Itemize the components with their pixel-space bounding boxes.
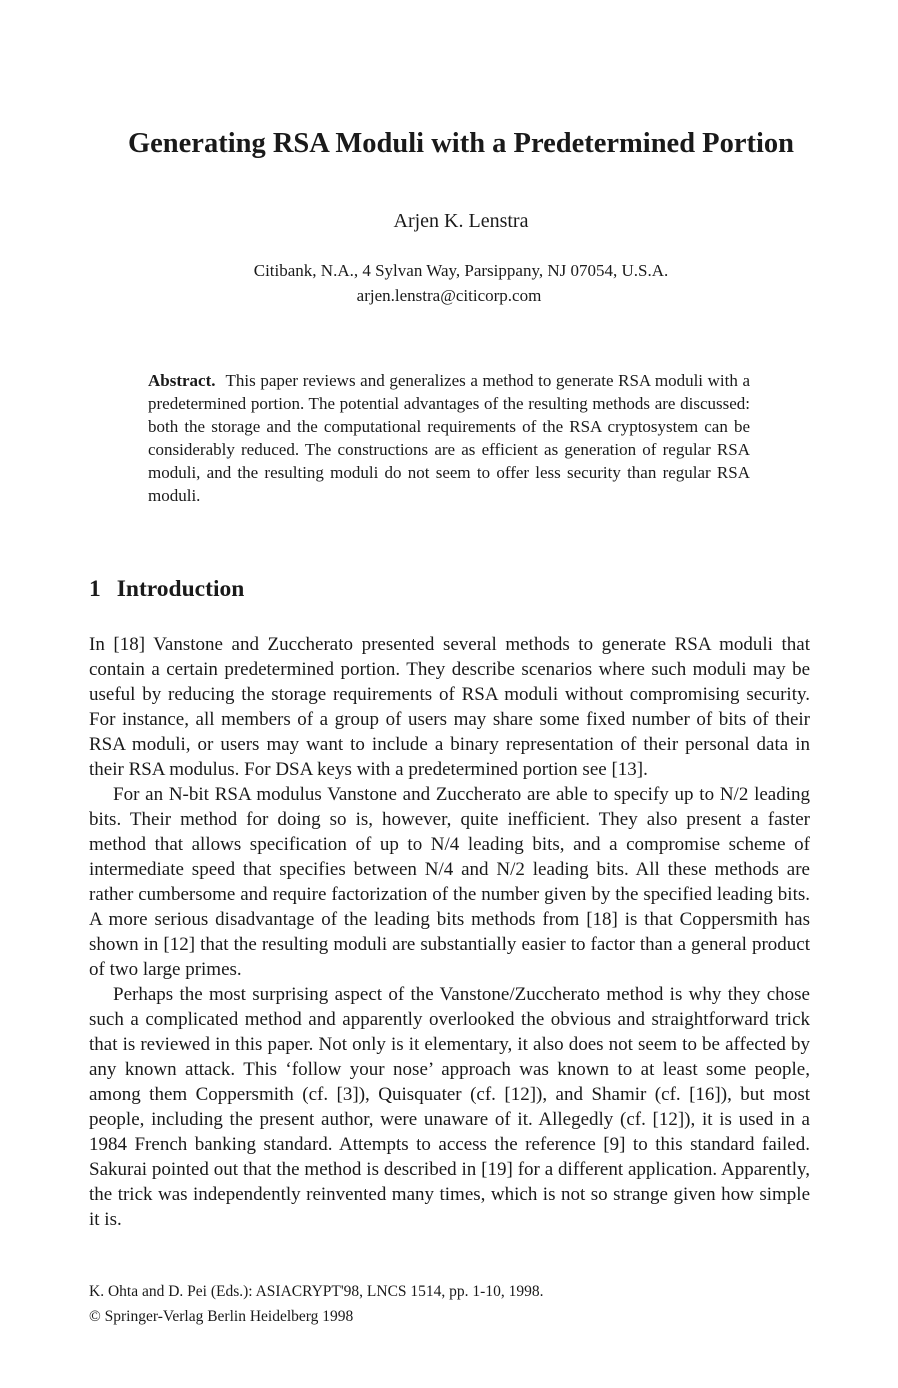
abstract-text: This paper reviews and generalizes a method to generate RSA moduli with a predetermined portion. The potential advantages of the resulting methods are discussed: both the storage and the computational requirements of the RSA cryptosystem can be considerably reduced. The constructions are as efficient as generation of regular RSA moduli, and the resulting moduli do not seem to offer less security than regular RSA moduli. bbox=[148, 371, 750, 505]
author-affiliation bbox=[0, 258, 898, 308]
paper-title: Generating RSA Moduli with a Predetermined Portion bbox=[127, 128, 794, 159]
copyright-line: © Springer-Verlag Berlin Heidelberg 1998 bbox=[89, 1308, 354, 1325]
section-heading bbox=[89, 573, 244, 605]
citation-line: K. Ohta and D. Pei (Eds.): ASIACRYPT'98, LNCS 1514, pp. 1-10, 1998. bbox=[89, 1283, 544, 1300]
body-paragraph: Perhaps the most surprising aspect of the Vanstone/Zuccherato method is why they chose such a complicated method and apparently overlooked the obvious and straightforward trick that is reviewed in this paper. Not only is it elementary, it also does not seem to be affected by any known attack. This ‘follow your nose’ approach was known to at least some people, among them Coppersmith (cf. [3]), Quisquater (cf. [12]), and Shamir (cf. [16]), but most people, including the present author, were unaware of it. Allegedly (cf. [12]), it is used in a 1984 French banking standard. Attempts to access the reference [9] to this standard failed. Sakurai pointed out that the method is described in [19] for a different application. Apparently, the trick was independently reinvented many times, which is not so strange given how simple it is. bbox=[89, 984, 810, 1230]
section-title: Introduction bbox=[116, 576, 245, 602]
section-body bbox=[89, 632, 810, 1232]
author-name: Arjen K. Lenstra bbox=[393, 210, 529, 232]
body-paragraph: In [18] Vanstone and Zuccherato presented several methods to generate RSA moduli that contain a certain predetermined portion. They describe scenarios where such moduli may be useful by reducing the storage requirements of RSA moduli without compromising security. For instance, all members of a group of users may share some fixed number of bits of their RSA moduli, or users may want to include a binary representation of their personal data in their RSA modulus. For DSA keys with a predetermined portion see [13]. bbox=[89, 634, 810, 780]
section-number: 1 bbox=[89, 576, 101, 602]
abstract bbox=[148, 369, 750, 507]
page-footer bbox=[89, 1279, 543, 1329]
author-email: arjen.lenstra@citicorp.com bbox=[356, 286, 542, 305]
abstract-label: Abstract. bbox=[148, 371, 216, 390]
body-paragraph: For an N-bit RSA modulus Vanstone and Zuccherato are able to specify up to N/2 leading bits. Their method for doing so is, however, quite inefficient. They also present a faster method that allows specification of up to N/4 leading bits, and a compromise scheme of intermediate speed that specifies between N/4 and N/2 leading bits. All these methods are rather cumbersome and require factorization of the number given by the specified leading bits. A more serious disadvantage of the leading bits methods from [18] is that Coppersmith has shown in [12] that the resulting moduli are substantially easier to factor than a general product of two large primes. bbox=[89, 784, 810, 980]
affiliation-address: Citibank, N.A., 4 Sylvan Way, Parsippany, NJ 07054, U.S.A. bbox=[253, 261, 669, 280]
